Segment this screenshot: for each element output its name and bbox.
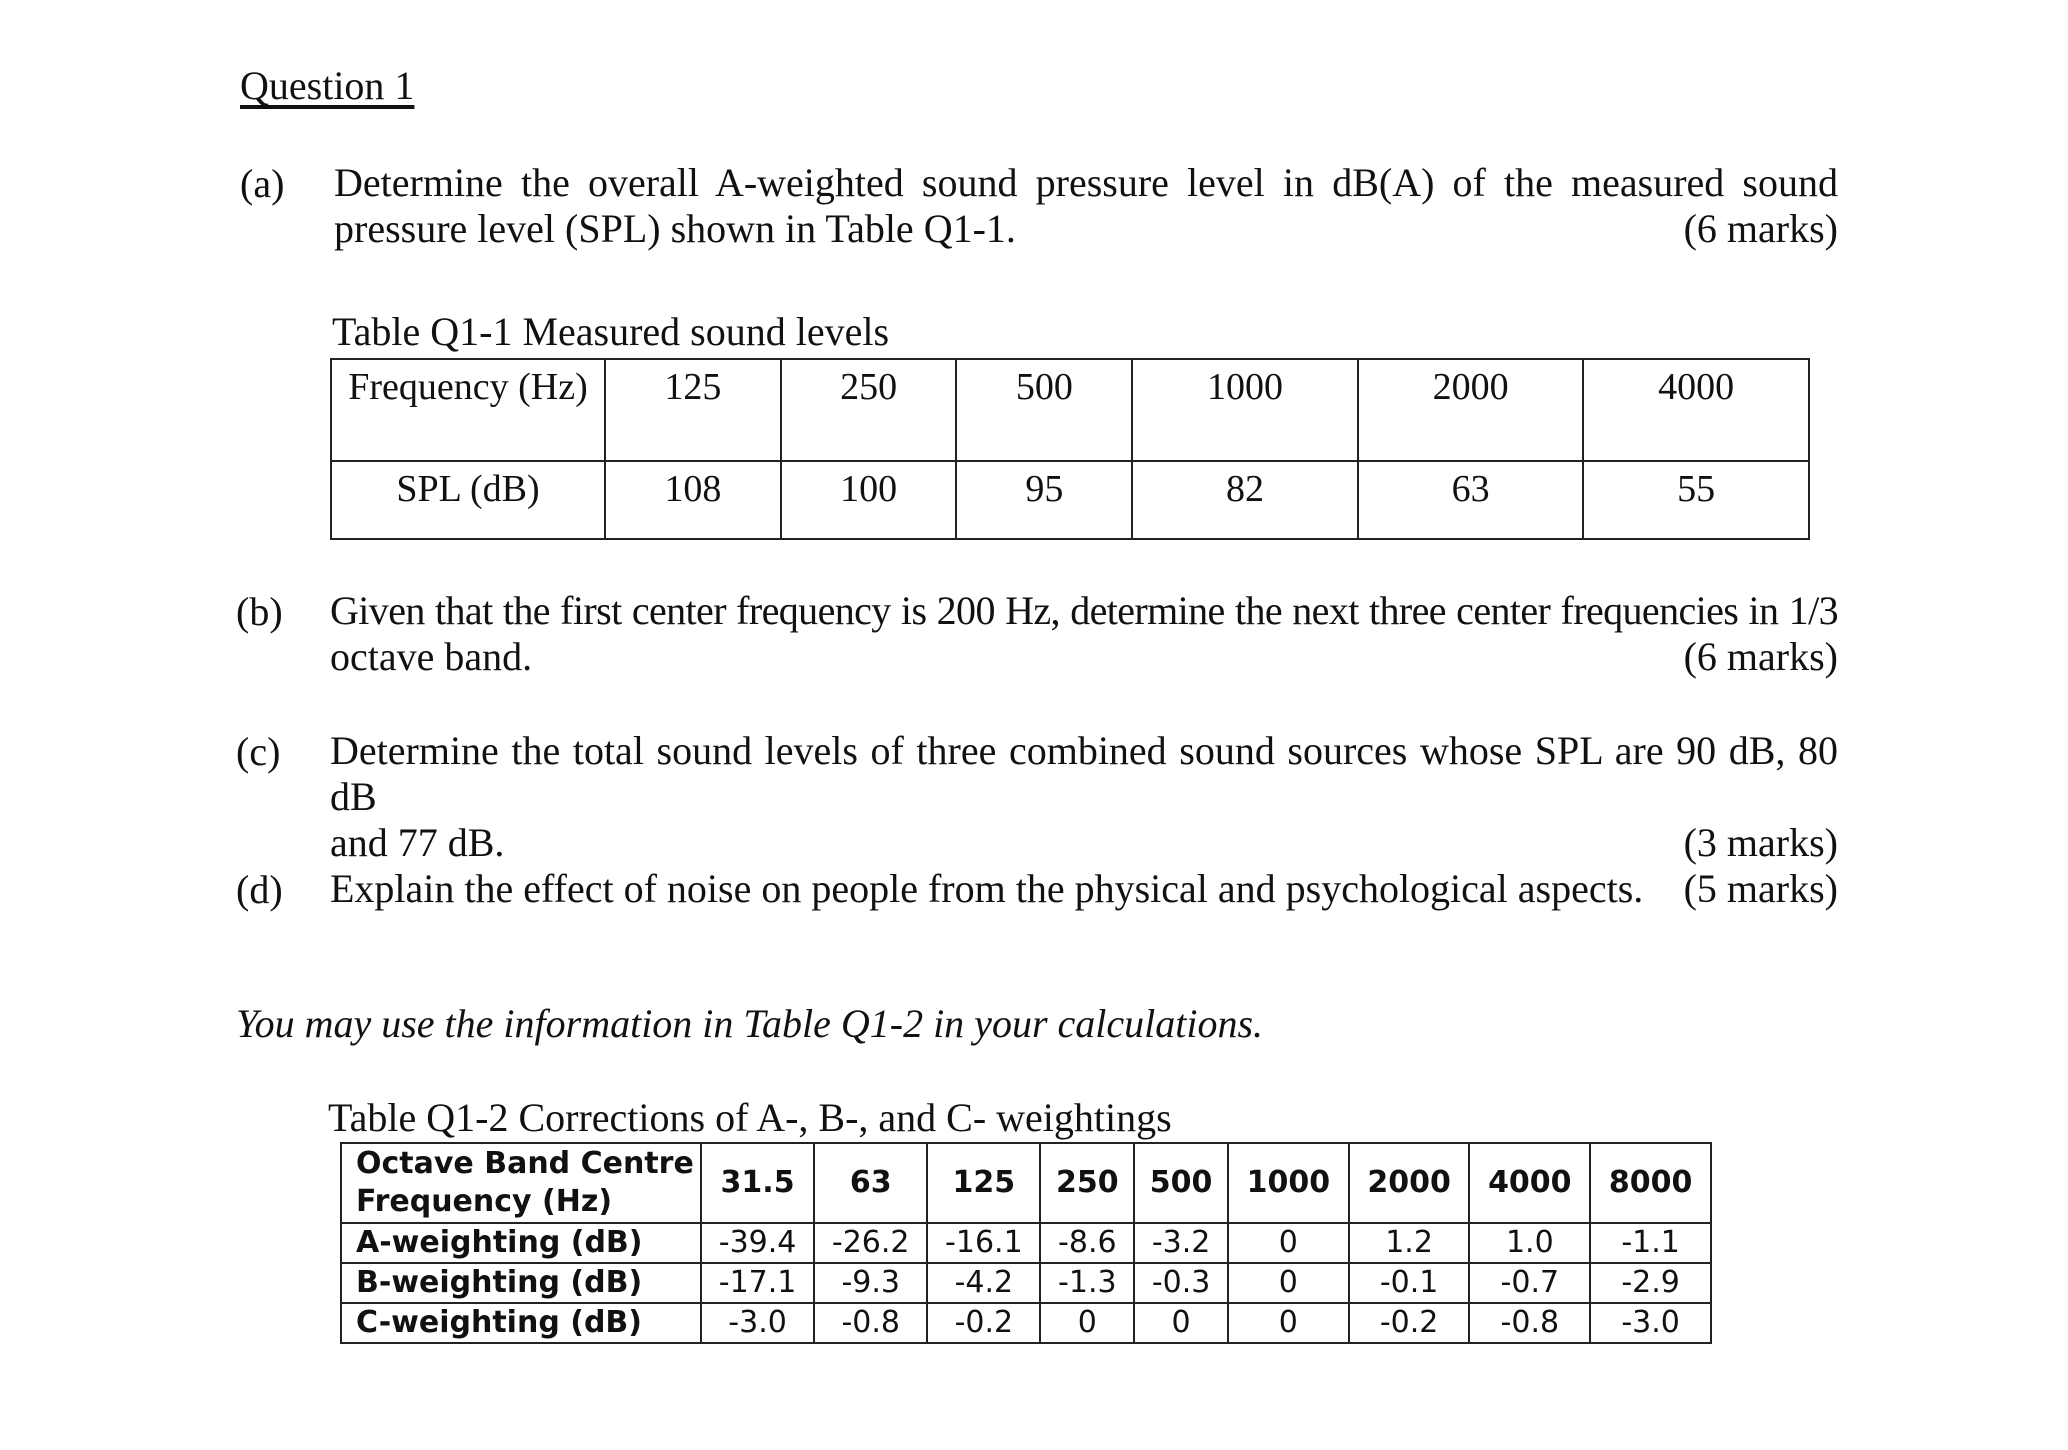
part-b-line2: octave band. [330,634,533,679]
table2-freq-cell: 2000 [1349,1143,1470,1223]
part-a-line2: pressure level (SPL) shown in Table Q1-1. [334,206,1016,251]
table1-cell: 125 [605,359,781,461]
part-b-line1: Given that the first center frequency is 200 Hz, determine the next three center frequencies in 1/3 [330,588,1838,633]
part-b-marks: (6 marks) [1683,634,1838,679]
table2-row-label: A-weighting (dB) [341,1223,701,1263]
table2-cell: -3.0 [701,1303,814,1343]
part-c-line1: Determine the total sound levels of three combined sound sources whose SPL are 90 dB, 80 dB [330,728,1838,819]
table1-frequency-row [331,359,1809,461]
table2-freq-cell: 63 [814,1143,927,1223]
table2-cell: -1.1 [1590,1223,1711,1263]
table2-cell: 0 [1228,1303,1349,1343]
table2-freq-cell: 125 [927,1143,1040,1223]
table2-cell: 1.0 [1469,1223,1590,1263]
table1-cell: 95 [956,461,1132,539]
part-b-text [330,588,1838,680]
part-b-label: (b) [236,589,283,634]
part-a-label: (a) [240,161,285,206]
table2-cell: 0 [1134,1303,1228,1343]
question-title: Question 1 [240,63,415,108]
table2-b-weighting-row [341,1263,1711,1303]
part-c-label: (c) [236,729,281,774]
table2-cell: -0.2 [927,1303,1040,1343]
part-c-line2: and 77 dB. [330,820,505,865]
table1-spl-row [331,461,1809,539]
table1-cell: 100 [781,461,957,539]
table1-cell: 250 [781,359,957,461]
table2-cell: -16.1 [927,1223,1040,1263]
table2-header-label: Octave Band Centre Frequency (Hz) [341,1143,701,1223]
table2-cell: 1.2 [1349,1223,1470,1263]
part-d-label: (d) [236,867,283,912]
table2-row-label: C-weighting (dB) [341,1303,701,1343]
table2-freq-cell: 4000 [1469,1143,1590,1223]
table2-cell: -2.9 [1590,1263,1711,1303]
table2-cell: -0.8 [1469,1303,1590,1343]
table1-cell: 55 [1583,461,1809,539]
part-c-marks: (3 marks) [1683,820,1838,865]
table2-cell: -3.2 [1134,1223,1228,1263]
table2-c-weighting-row [341,1303,1711,1343]
table2-freq-cell: 8000 [1590,1143,1711,1223]
table2-freq-cell: 500 [1134,1143,1228,1223]
table2-cell: -17.1 [701,1263,814,1303]
table2-cell: -26.2 [814,1223,927,1263]
table2-freq-cell: 1000 [1228,1143,1349,1223]
table1-cell: 108 [605,461,781,539]
table2-cell: -1.3 [1040,1263,1134,1303]
part-d-line1: Explain the effect of noise on people from the physical and psychological aspects. [330,866,1644,911]
table2-header-row [341,1143,1711,1223]
table2-cell: 0 [1228,1223,1349,1263]
table1-cell: 500 [956,359,1132,461]
table2 [340,1142,1712,1344]
table1 [330,358,1810,540]
part-d-marks: (5 marks) [1683,866,1838,911]
table2-caption: Table Q1-2 Corrections of A-, B-, and C- weightings [328,1095,1172,1140]
table2-row-label: B-weighting (dB) [341,1263,701,1303]
table1-cell: 2000 [1358,359,1584,461]
table2-cell: 0 [1040,1303,1134,1343]
part-a-line1: Determine the overall A-weighted sound pressure level in dB(A) of the measured sound [334,160,1838,205]
table2-cell: -39.4 [701,1223,814,1263]
table2-cell: -8.6 [1040,1223,1134,1263]
table1-caption: Table Q1-1 Measured sound levels [332,309,890,354]
part-c-text [330,728,1838,866]
calculation-note: You may use the information in Table Q1-2 in your calculations. [236,1001,1264,1046]
table2-cell: -0.2 [1349,1303,1470,1343]
table2-cell: 0 [1228,1263,1349,1303]
table1-cell: 63 [1358,461,1584,539]
table2-cell: -0.8 [814,1303,927,1343]
table2-cell: -0.1 [1349,1263,1470,1303]
table1-frequency-header: Frequency (Hz) [331,359,605,461]
table1-cell: 82 [1132,461,1358,539]
part-a-text [334,160,1838,252]
table2-freq-cell: 31.5 [701,1143,814,1223]
part-d-text [330,866,1838,912]
table1-cell: 1000 [1132,359,1358,461]
part-a-marks: (6 marks) [1683,206,1838,251]
table2-cell: -4.2 [927,1263,1040,1303]
table2-freq-cell: 250 [1040,1143,1134,1223]
table2-a-weighting-row [341,1223,1711,1263]
table2-cell: -9.3 [814,1263,927,1303]
table2-cell: -0.7 [1469,1263,1590,1303]
table1-spl-header: SPL (dB) [331,461,605,539]
table2-cell: -3.0 [1590,1303,1711,1343]
table2-cell: -0.3 [1134,1263,1228,1303]
table1-cell: 4000 [1583,359,1809,461]
